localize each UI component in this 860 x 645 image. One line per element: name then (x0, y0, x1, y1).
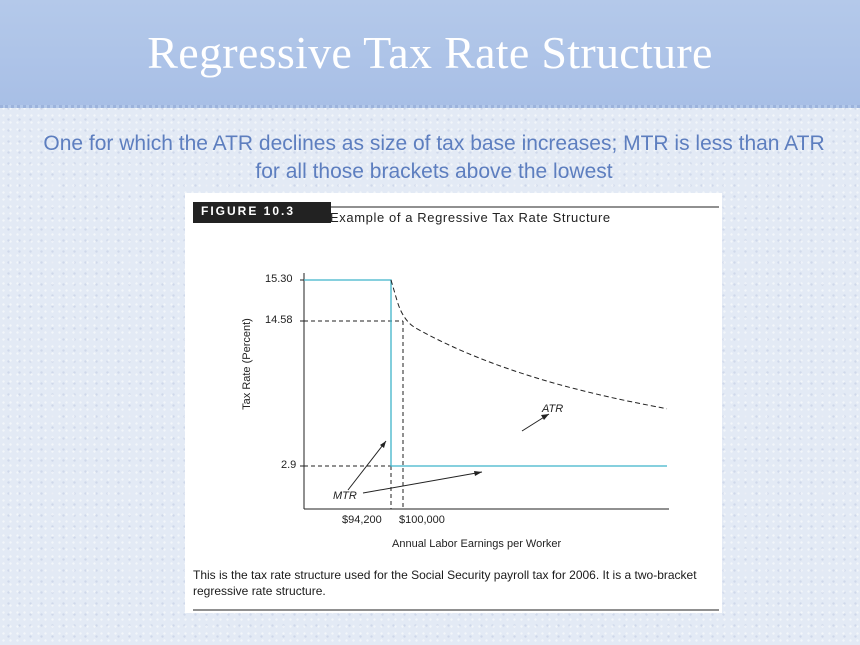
x-tick-label: $94,200 (342, 514, 382, 526)
y-tick-label: 15.30 (265, 273, 293, 285)
y-tick-label: 2.9 (281, 459, 297, 471)
mtr-annotation: MTR (333, 490, 357, 502)
series-line-atr (391, 280, 667, 409)
figure-label: FIGURE 10.3 (201, 204, 296, 218)
figure-panel (185, 193, 722, 613)
y-axis-label: Tax Rate (Percent) (241, 318, 253, 410)
figure-title: Example of a Regressive Tax Rate Structure (330, 210, 611, 225)
arrows (348, 414, 549, 493)
slide-title: Regressive Tax Rate Structure (147, 27, 713, 78)
y-tick-label: 14.58 (265, 314, 293, 326)
chart-svg (185, 193, 722, 613)
x-axis-label: Annual Labor Earnings per Worker (392, 538, 562, 550)
series-line-mtr (304, 280, 667, 466)
mtr-arrow-2 (363, 472, 482, 493)
figure-caption: This is the tax rate structure used for the Social Security payroll tax for 2006. It is a two-bracket regressive rate structure. (193, 568, 697, 598)
x-tick-label: $100,000 (399, 514, 445, 526)
atr-annotation: ATR (542, 403, 564, 415)
slide-subtitle: One for which the ATR declines as size of tax base increases; MTR is less than ATR for all those brackets above the lowest (43, 132, 825, 183)
